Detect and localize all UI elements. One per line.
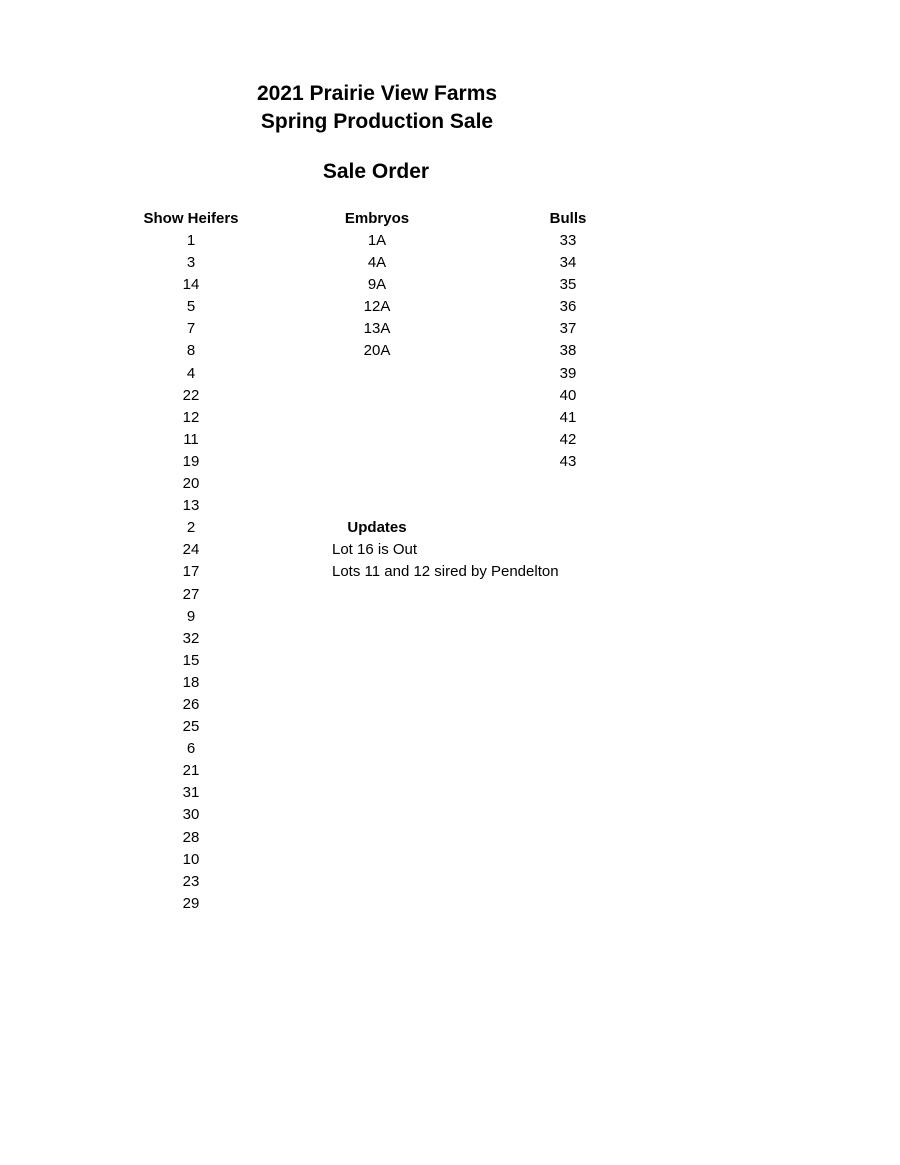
heifer-lot-number: 29	[182, 894, 200, 912]
heifer-lot-number: 17	[182, 563, 200, 581]
heifer-lot-number: 2	[186, 519, 196, 537]
embryo-lot-number: 9A	[367, 276, 387, 294]
bull-lot-number: 35	[559, 276, 577, 294]
bull-lot-number: 38	[559, 342, 577, 360]
heifer-lot-number: 6	[186, 740, 196, 758]
heifer-lot-number: 31	[182, 784, 200, 802]
heifer-lot-number: 25	[182, 718, 200, 736]
heifer-lot-number: 4	[186, 364, 196, 382]
bull-lot-number: 39	[559, 364, 577, 382]
heifer-lot-number: 11	[183, 430, 199, 448]
bull-lot-number: 37	[559, 320, 577, 338]
heifer-lot-number: 5	[186, 298, 196, 316]
bull-lot-number: 41	[559, 408, 577, 426]
heifer-lot-number: 1	[186, 232, 196, 249]
heifer-lot-number: 26	[182, 695, 200, 713]
heifer-lot-number: 19	[182, 452, 200, 470]
sale-order-heading: Sale Order	[322, 160, 430, 183]
heifer-lot-number: 15	[182, 651, 200, 669]
heifer-lot-number: 9	[186, 607, 196, 625]
bull-lot-number: 42	[559, 430, 577, 448]
heifer-lot-number: 3	[186, 254, 196, 272]
heifer-lot-number: 12	[182, 408, 200, 426]
heifer-lot-number: 20	[182, 475, 200, 493]
embryo-lot-number: 1A	[367, 232, 387, 249]
heifer-lot-number: 28	[182, 828, 200, 846]
heifer-lot-number: 8	[186, 342, 196, 360]
updates-header: Updates	[347, 519, 407, 536]
document-title-line-2: Spring Production Sale	[260, 110, 494, 133]
heifer-lot-number: 32	[182, 629, 200, 647]
bulls-header: Bulls	[549, 210, 587, 227]
heifer-lot-number: 10	[182, 850, 200, 868]
heifer-lot-number: 30	[182, 806, 200, 824]
embryo-lot-number: 4A	[367, 254, 387, 272]
bulls-column	[498, 208, 638, 473]
bull-lot-number: 40	[559, 386, 577, 404]
heifer-lot-number: 24	[182, 541, 200, 559]
heifer-lot-number: 13	[182, 497, 200, 515]
embryos-header: Embryos	[344, 210, 410, 227]
heifer-lot-number: 18	[182, 673, 200, 691]
embryo-lot-number: 13A	[363, 320, 391, 338]
embryo-lot-number: 12A	[363, 298, 391, 316]
updates-section	[332, 517, 632, 583]
update-note: Lots 11 and 12 sired by Pendelton	[332, 563, 559, 580]
document-title-line-1: 2021 Prairie View Farms	[256, 82, 498, 105]
heifer-lot-number: 14	[182, 276, 200, 294]
heifer-lot-number: 23	[182, 872, 200, 890]
bull-lot-number: 34	[559, 254, 577, 272]
show-heifers-column	[121, 208, 261, 915]
update-note: Lot 16 is Out	[332, 541, 418, 558]
embryos-column	[307, 208, 447, 363]
bull-lot-number: 33	[559, 232, 577, 249]
heifer-lot-number: 22	[182, 386, 200, 404]
bull-lot-number: 36	[559, 298, 577, 316]
heifer-lot-number: 27	[182, 585, 200, 603]
heifer-lot-number: 7	[186, 320, 196, 338]
heifer-lot-number: 21	[182, 762, 200, 780]
embryo-lot-number: 20A	[363, 342, 391, 360]
bull-lot-number: 43	[559, 452, 577, 470]
show-heifers-header: Show Heifers	[143, 210, 239, 227]
